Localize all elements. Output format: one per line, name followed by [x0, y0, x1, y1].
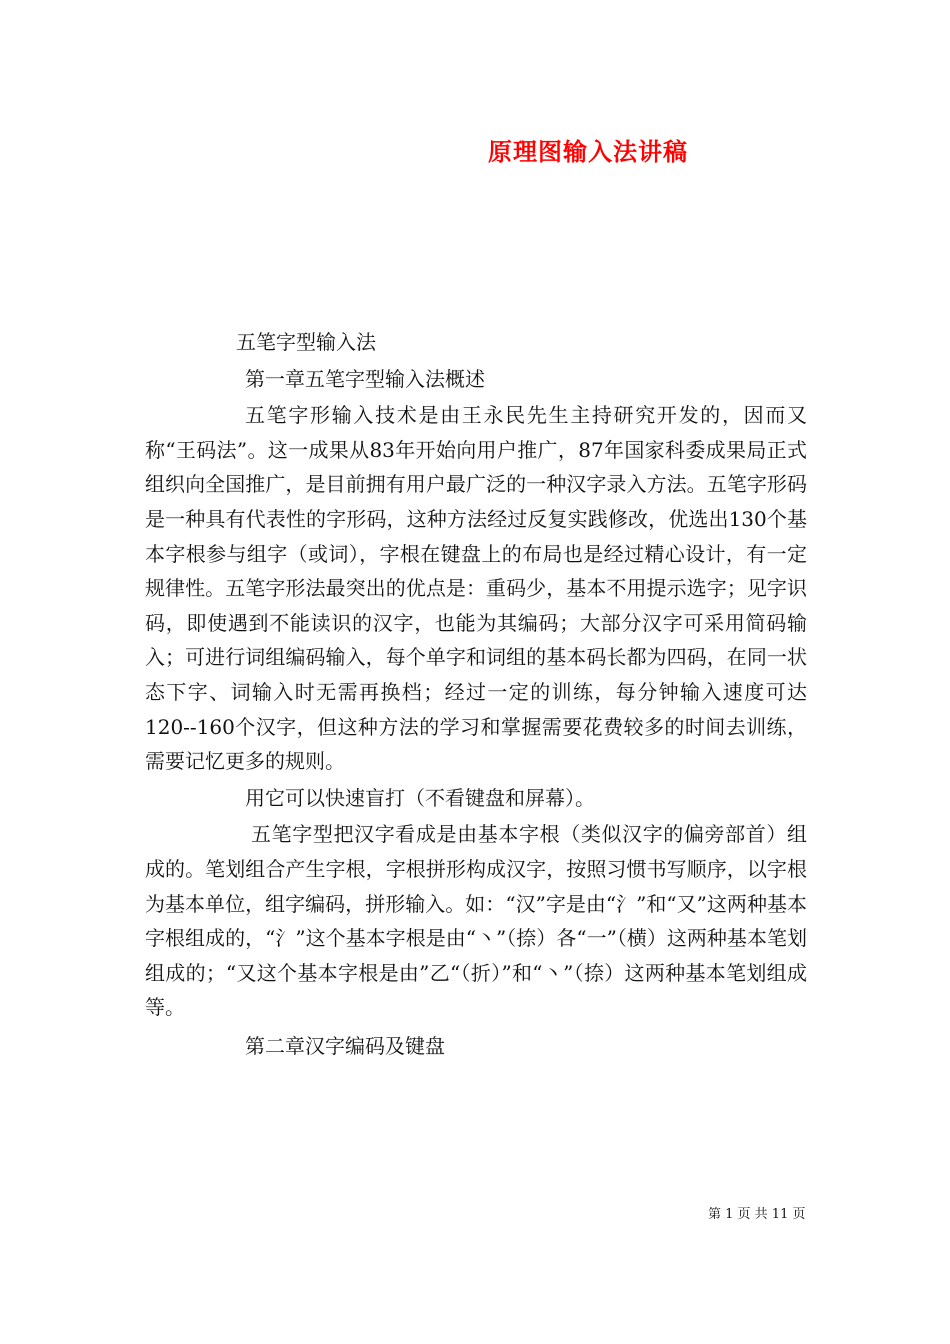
section-heading: 五笔字型输入法 [236, 330, 376, 354]
document-body [145, 325, 807, 1063]
chapter-heading-1: 第一章五笔字型输入法概述 [245, 366, 485, 391]
paragraph-blind-typing: 用它可以快速盲打（不看键盘和屏幕）。 [245, 785, 595, 810]
paragraph-overview: 五笔字形输入技术是由王永民先生主持研究开发的，因而又称“王码法”。这一成果从83年开始向用户推广，87年国家科委成果局正式组织向全国推广，是目前拥有用户最广泛的一种汉字录入方法。五笔字形码是一种具有代表性的字形码，这种方法经过反复实践修改，优选出130个基本字根参与组字（或词），字根在键盘上的布局也是经过精心设计，有一定规律性。五笔字形法最突出的优点是：重码少，基本不用提示选字；见字识码，即使遇到不能读识的汉字，也能为其编码；大部分汉字可采用简码输入；可进行词组编码输入，每个单字和词组的基本码长都为四码，在同一状态下字、词输入时无需再换档；经过一定的训练，每分钟输入速度可达120--160个汉字，但这种方法的学习和掌握需要花费较多的时间去训练，需要记忆更多的规则。 [145, 403, 807, 774]
document-title: 原理图输入法讲稿 [488, 137, 688, 166]
chapter-heading-2: 第二章汉字编码及键盘 [245, 1033, 445, 1058]
paragraph-structure: 五笔字型把汉字看成是由基本字根（类似汉字的偏旁部首）组成的。笔划组合产生字根，字根拼形构成汉字，按照习惯书写顺序，以字根为基本单位，组字编码，拼形输入。如：“汉”字是由“氵”和“又”这两种基本字根组成的，“氵”这个基本字根是由“丶”（捺）各“一”（横）这两种基本笔划组成的；“又这个基本字根是由”乙“（折）”和“丶”（捺）这两种基本笔划组成等。 [145, 822, 807, 1020]
page-number: 第 1 页 共 11 页 [708, 1207, 806, 1222]
